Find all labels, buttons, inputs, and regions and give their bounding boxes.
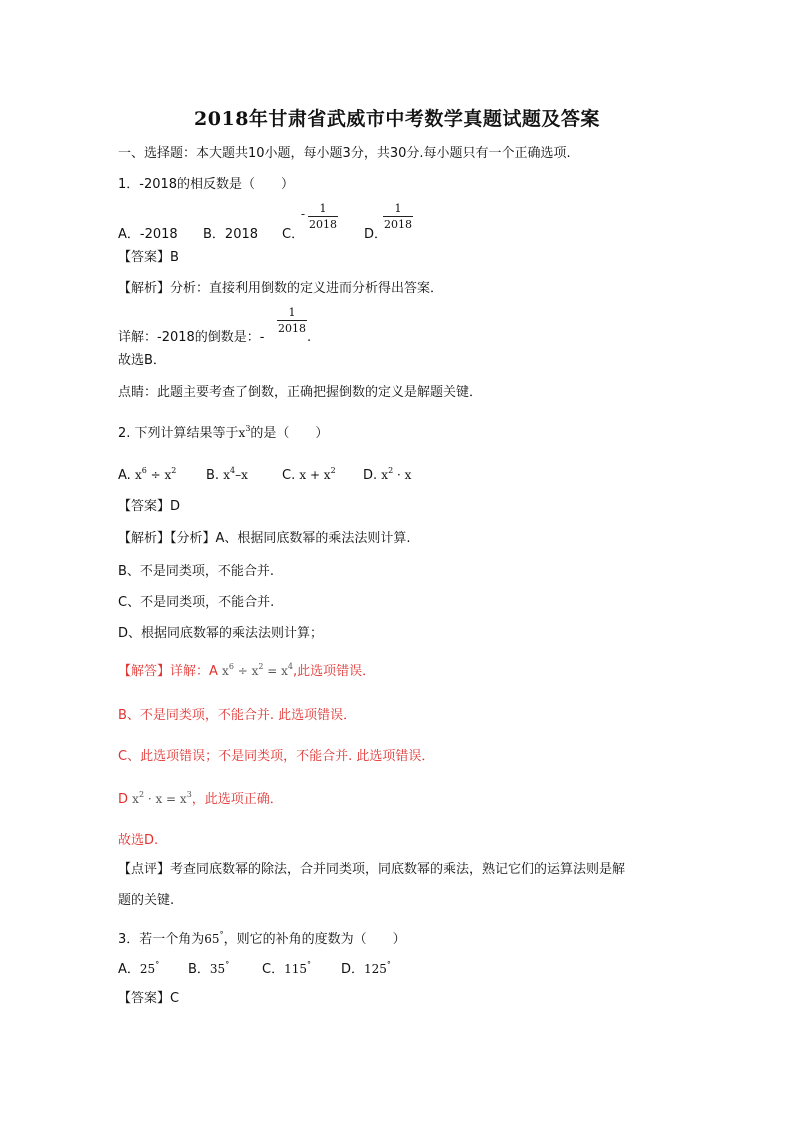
q3-stem bbox=[118, 930, 406, 950]
q3-option-b-degree: ° bbox=[225, 960, 230, 969]
q3-stem-suffix: ，则它的补角的度数为（ ） bbox=[223, 932, 406, 947]
q2-solution-a-formula: $x^6 \div x^2 = x^4$ bbox=[222, 662, 294, 678]
q2-choose: 故选D. bbox=[118, 833, 159, 848]
q1-option-c-fraction bbox=[308, 202, 338, 231]
q2-stem-exp: 3 bbox=[245, 424, 251, 433]
q2-answer: 【答案】D bbox=[118, 499, 181, 514]
q1-option-a: A．-2018 bbox=[118, 227, 178, 242]
q2-solution-c: C、此选项错误；不是同类项，不能合并. 此选项错误． bbox=[118, 749, 435, 764]
q1-option-c-sign: - bbox=[301, 207, 306, 221]
q1-option-c-label: C． bbox=[282, 227, 305, 242]
q3-option-c-value: 115 bbox=[284, 962, 307, 976]
q3-option-a-value: 25 bbox=[139, 962, 156, 976]
q2-option-a-op: ÷ x bbox=[146, 468, 172, 482]
q1-analysis: 【解析】分析：直接利用倒数的定义进而分析得出答案． bbox=[118, 281, 444, 296]
fraction-denominator: 2018 bbox=[309, 218, 337, 231]
section-heading: 一、选择题：本大题共10小题，每小题3分，共30分.每小题只有一个正确选项. bbox=[118, 146, 571, 161]
q1-option-d-fraction bbox=[383, 202, 413, 231]
q2-option-d bbox=[363, 466, 411, 486]
fraction-numerator: 1 bbox=[277, 306, 307, 321]
q2-analysis-d: D、根据同底数幂的乘法法则计算； bbox=[118, 626, 324, 641]
q3-option-d-degree: ° bbox=[386, 960, 391, 969]
q2-solution-d-formula: $x^2 \cdot x = x^3$ bbox=[132, 790, 192, 806]
q2-analysis-b: B、不是同类项，不能合并. bbox=[118, 564, 275, 579]
fraction-denominator: 2018 bbox=[384, 218, 412, 231]
q1-option-d-label: D． bbox=[364, 227, 388, 242]
q2-option-d-tail: · x bbox=[393, 468, 412, 482]
q3-option-a bbox=[118, 960, 159, 980]
q2-option-b-label: B. bbox=[206, 468, 220, 483]
q2-option-d-exp: 2 bbox=[388, 466, 394, 475]
q2-solution-a bbox=[118, 660, 375, 679]
q1-answer: 【答案】B bbox=[118, 250, 179, 265]
q3-stem-angle: 65 bbox=[204, 932, 220, 946]
q2-stem-suffix: 的是（ ） bbox=[250, 426, 329, 441]
q1-stem: 1．-2018的相反数是（ ） bbox=[118, 177, 295, 192]
q3-stem-degree: ° bbox=[219, 930, 224, 939]
q2-solution-d bbox=[118, 788, 283, 807]
q2-stem bbox=[118, 424, 328, 444]
q3-stem-prefix: 3．若一个角为 bbox=[118, 932, 205, 947]
q1-option-b: B．2018 bbox=[203, 227, 259, 242]
q1-detail-fraction bbox=[277, 306, 307, 335]
fraction-denominator: 2018 bbox=[278, 322, 306, 335]
q2-option-b bbox=[206, 466, 248, 486]
q3-option-c-label: C． bbox=[262, 962, 285, 977]
q3-option-b-label: B． bbox=[188, 962, 210, 977]
q2-option-c bbox=[282, 466, 336, 486]
q3-option-d bbox=[341, 960, 391, 980]
q2-stem-prefix: 2. 下列计算结果等于 bbox=[118, 426, 239, 441]
q1-choose: 故选B． bbox=[118, 353, 166, 368]
q2-analysis-c: C、不是同类项，不能合并. bbox=[118, 595, 275, 610]
q2-option-c-exp: 2 bbox=[330, 466, 336, 475]
q2-option-d-x: x bbox=[381, 468, 389, 482]
q3-option-d-label: D． bbox=[341, 962, 365, 977]
q3-option-c-degree: ° bbox=[306, 960, 311, 969]
q2-comment-line2: 题的关键. bbox=[118, 893, 175, 908]
q3-option-a-label: A． bbox=[118, 962, 140, 977]
q2-option-b-tail: –x bbox=[235, 468, 248, 482]
q2-option-a-x: x bbox=[134, 468, 142, 482]
q1-detail-prefix: 详解：-2018的倒数是：- bbox=[118, 330, 265, 345]
q2-option-b-x: x bbox=[223, 468, 230, 482]
q2-option-a-exp1: 6 bbox=[141, 466, 147, 475]
q2-option-c-expr: x + x bbox=[299, 468, 331, 482]
fraction-numerator: 1 bbox=[383, 202, 413, 217]
q2-solution-a-prefix: 【解答】详解：A bbox=[118, 664, 218, 679]
q3-answer: 【答案】C bbox=[118, 991, 180, 1006]
q2-option-a-exp2: 2 bbox=[171, 466, 177, 475]
q2-solution-a-suffix: ,此选项错误． bbox=[293, 664, 376, 679]
q3-option-c bbox=[262, 960, 311, 980]
document-title: 2018年甘肃省武威市中考数学真题试题及答案 bbox=[194, 108, 600, 130]
q2-analysis-a: 【解析】【分析】A、根据同底数幂的乘法法则计算. bbox=[118, 531, 411, 546]
q2-option-b-exp: 4 bbox=[229, 466, 236, 475]
q2-solution-d-prefix: D bbox=[118, 792, 129, 807]
q2-option-c-label: C. bbox=[282, 468, 296, 483]
q1-detail-suffix: . bbox=[307, 330, 312, 345]
q3-option-b bbox=[188, 960, 229, 980]
q2-solution-d-suffix: ，此选项正确． bbox=[191, 792, 283, 807]
q1-comment: 点睛：此题主要考查了倒数，正确把握倒数的定义是解题关键． bbox=[118, 385, 483, 400]
q3-option-b-value: 35 bbox=[209, 962, 226, 976]
q2-comment-line1: 【点评】考查同底数幂的除法，合并同类项，同底数幂的乘法，熟记它们的运算法则是解 bbox=[118, 862, 626, 877]
q2-option-a-label: A. bbox=[118, 468, 131, 483]
q2-solution-b: B、不是同类项，不能合并. 此选项错误． bbox=[118, 708, 357, 723]
q2-stem-x: x bbox=[238, 426, 246, 440]
q2-option-d-label: D. bbox=[363, 468, 378, 483]
q3-option-a-degree: ° bbox=[155, 960, 160, 969]
q3-option-d-value: 125 bbox=[364, 962, 387, 976]
q2-option-a bbox=[118, 466, 176, 486]
fraction-numerator: 1 bbox=[308, 202, 338, 217]
